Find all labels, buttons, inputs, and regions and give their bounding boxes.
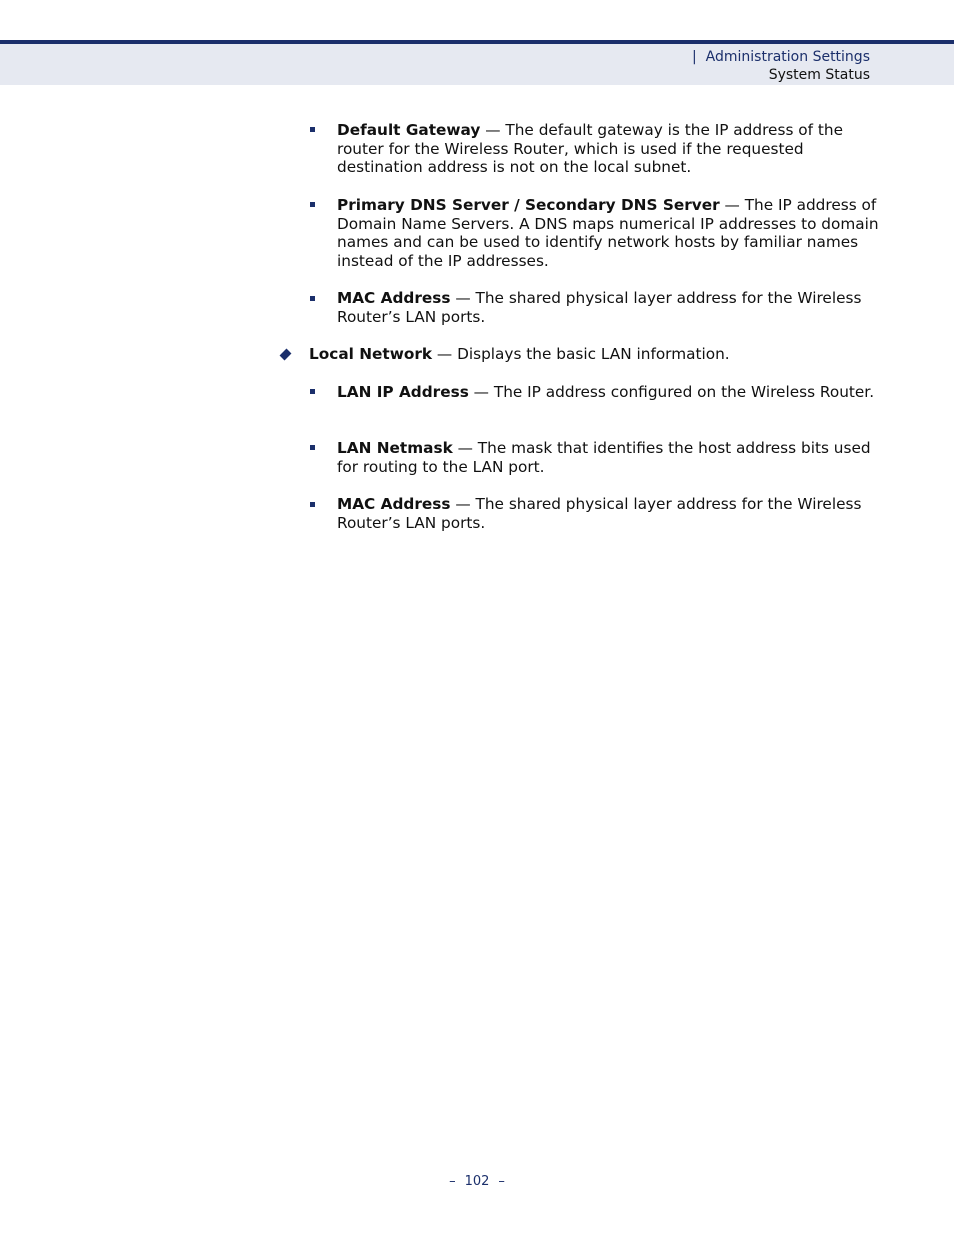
header-chapter-title: Administration Settings [705,49,870,65]
list-item-lan-netmask [337,439,882,476]
item-dash: — [468,383,494,401]
item-dash: — [450,289,476,307]
list-item-lan-mac-address [337,495,882,532]
bullet-square-icon [310,389,315,394]
page-number: 102 [464,1174,490,1189]
bullet-square-icon [310,445,315,450]
list-item-local-network [309,345,882,364]
item-term: MAC Address [337,289,451,307]
item-dash: — [480,121,506,139]
page-header [0,40,954,85]
item-dash: — [432,345,458,363]
list-item-default-gateway [337,121,882,177]
bullet-square-icon [310,502,315,507]
item-term: Local Network [309,345,433,363]
list-item-mac-address [337,289,882,326]
list-item-dns-servers [337,196,882,270]
bullet-square-icon [310,127,315,132]
header-chapter [692,49,870,65]
item-description: The shared physical layer address for the Wireless Router’s LAN ports. [337,289,862,326]
item-term: Primary DNS Server / Secondary DNS Server [337,196,720,214]
item-dash: — [719,196,745,214]
item-description: The IP address configured on the Wireless Router. [493,383,875,401]
bullet-square-icon [310,202,315,207]
item-description: The IP address of Domain Name Servers. A DNS maps numerical IP addresses to domain names and can be used to identify network hosts by familiar names instead of the IP addresses. [337,196,879,270]
header-section: System Status [768,67,870,83]
page-footer [0,1174,954,1189]
item-dash: — [452,439,478,457]
item-description: The shared physical layer address for the Wireless Router’s LAN ports. [337,495,862,532]
footer-dash-right: – [498,1174,505,1189]
item-description: The mask that identifies the host address bits used for routing to the LAN port. [337,439,871,476]
item-term: MAC Address [337,495,451,513]
item-description: The default gateway is the IP address of the router for the Wireless Router, which is used if the requested destination address is not on the local subnet. [337,121,843,177]
item-term: LAN Netmask [337,439,453,457]
item-term: LAN IP Address [337,383,469,401]
item-term: Default Gateway [337,121,481,139]
item-description: Displays the basic LAN information. [457,345,730,363]
item-dash: — [450,495,476,513]
bullet-square-icon [310,296,315,301]
bullet-diamond-icon [280,349,292,361]
header-separator: | [691,49,697,65]
footer-dash-left: – [449,1174,456,1189]
list-item-lan-ip-address [337,383,882,402]
